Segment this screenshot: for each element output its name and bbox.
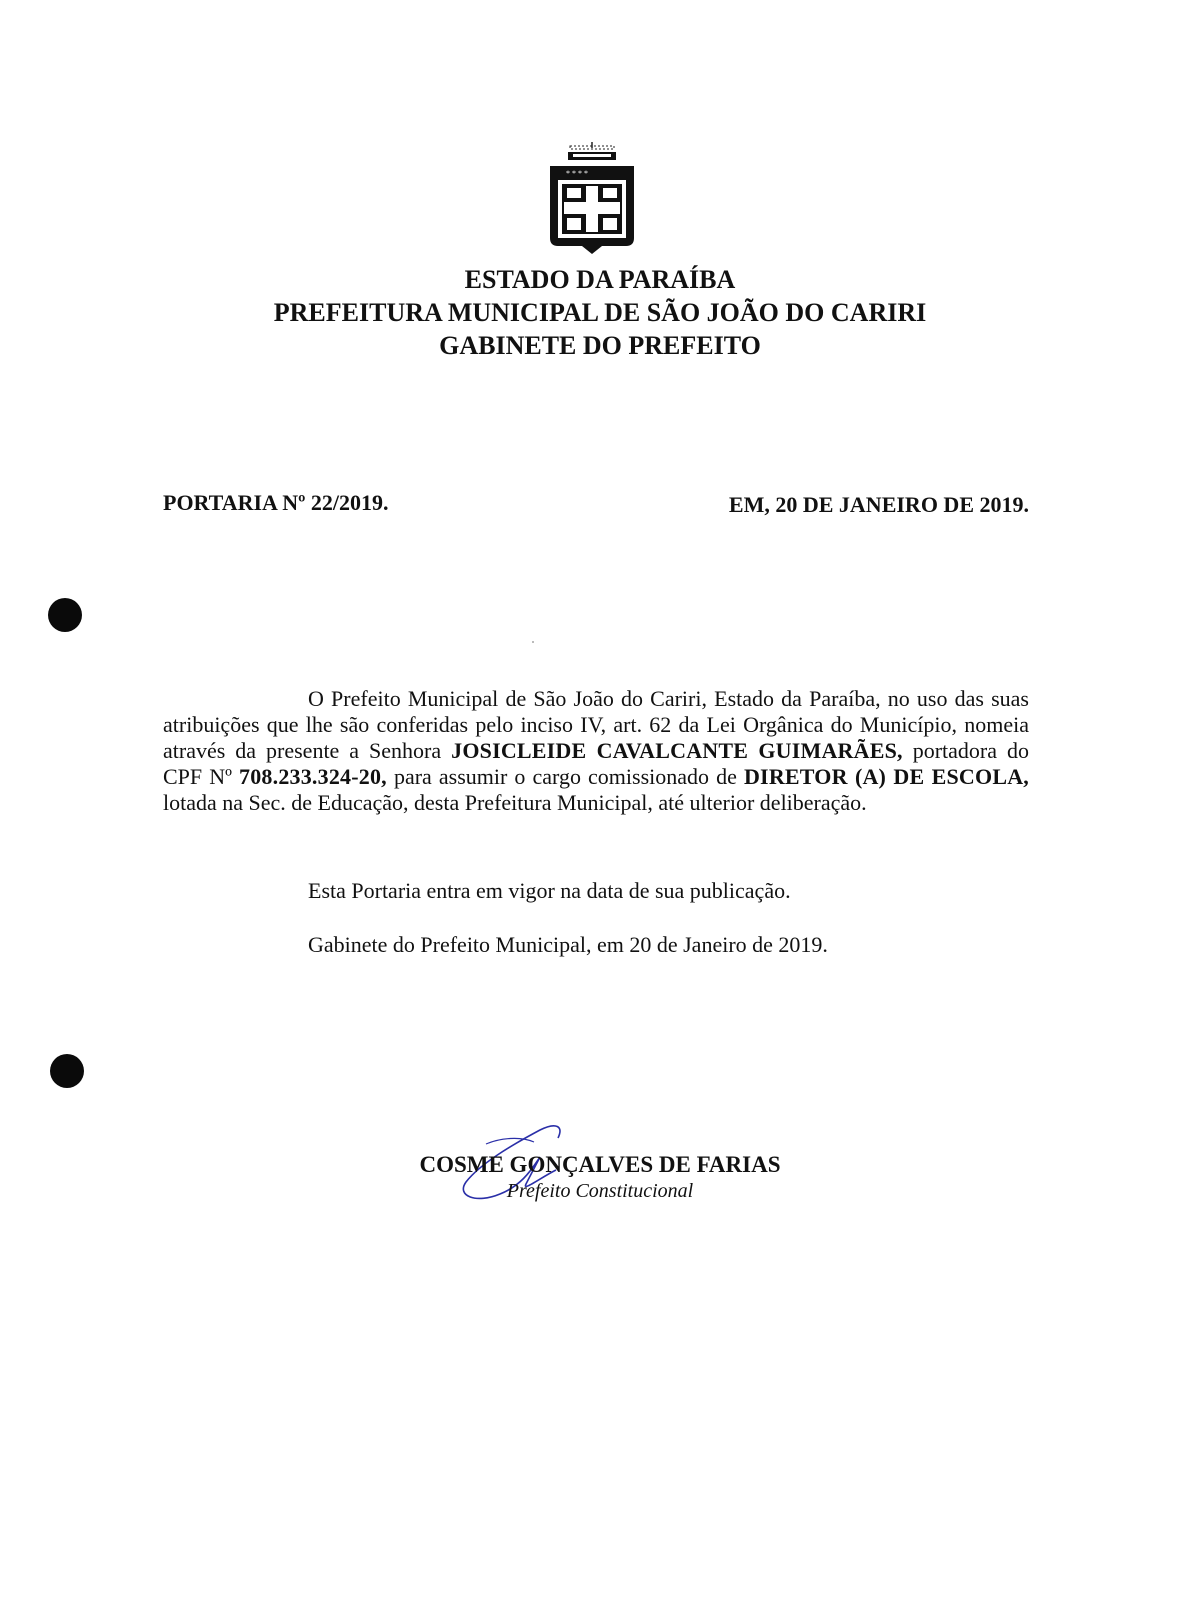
position-title: DIRETOR (A) DE ESCOLA, xyxy=(743,764,1029,789)
header-state: ESTADO DA PARAÍBA xyxy=(464,265,736,294)
punch-hole xyxy=(48,598,82,632)
text-fragment: lotada na Sec. de Educação, desta Prefeitura Municipal, até ulterior deliberação. xyxy=(163,790,867,815)
signer-role: Prefeito Constitucional xyxy=(506,1180,694,1202)
effective-date-paragraph: Esta Portaria entra em vigor na data de sua publicação. xyxy=(308,878,791,903)
closing-paragraph: Gabinete do Prefeito Municipal, em 20 de Janeiro de 2019. xyxy=(308,932,828,957)
coat-of-arms-icon xyxy=(548,142,636,258)
portaria-number: PORTARIA Nº 22/2019. xyxy=(163,490,389,515)
appointment-paragraph xyxy=(163,686,1029,816)
document-date: EM, 20 DE JANEIRO DE 2019. xyxy=(728,492,1029,517)
text-fragment: portadora do CPF Nº xyxy=(163,738,1029,789)
appointee-name: JOSICLEIDE CAVALCANTE GUIMARÃES, xyxy=(451,738,903,763)
scan-speck xyxy=(532,641,534,643)
header-office: GABINETE DO PREFEITO xyxy=(439,331,761,360)
text-fragment: O Prefeito Municipal de São João do Cariri, Estado da Paraíba, no uso das suas atribuições que lhe são conferidas pelo inciso IV, art. 62 da Lei Orgânica do Município, nomeia através da presente a Senhora xyxy=(163,686,1029,763)
signer-name: COSME GONÇALVES DE FARIAS xyxy=(419,1152,781,1177)
text-fragment: para assumir o cargo comissionado de xyxy=(386,764,744,789)
svg-text:* * * *: * * * * xyxy=(566,169,588,178)
cpf-number: 708.233.324-20, xyxy=(239,764,387,789)
punch-hole xyxy=(50,1054,84,1088)
header-municipality: PREFEITURA MUNICIPAL DE SÃO JOÃO DO CARIRI xyxy=(273,298,927,327)
